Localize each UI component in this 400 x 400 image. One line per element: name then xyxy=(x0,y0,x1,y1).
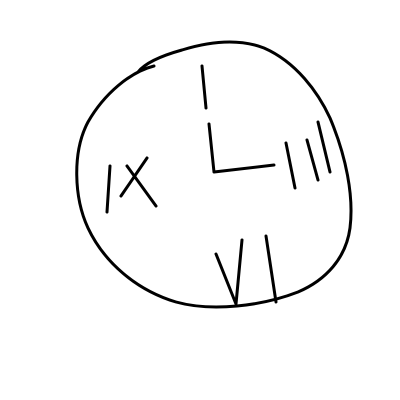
numeral-ix xyxy=(107,158,156,212)
clock-hands xyxy=(202,66,274,172)
minute-hand xyxy=(202,66,206,108)
numeral-ix-stroke-x1 xyxy=(127,166,156,206)
numeral-iii-stroke-2 xyxy=(307,140,318,180)
numeral-vi-stroke-i xyxy=(266,236,276,302)
numeral-vi-stroke-v xyxy=(216,240,242,304)
numeral-iii-stroke-1 xyxy=(286,143,295,188)
clock-face-outline xyxy=(77,42,351,307)
numeral-vi xyxy=(216,236,276,304)
numeral-iii-stroke-3 xyxy=(318,122,330,172)
numeral-ix-stroke-i xyxy=(107,166,110,212)
numeral-iii xyxy=(286,122,330,188)
hour-hand xyxy=(209,124,274,172)
